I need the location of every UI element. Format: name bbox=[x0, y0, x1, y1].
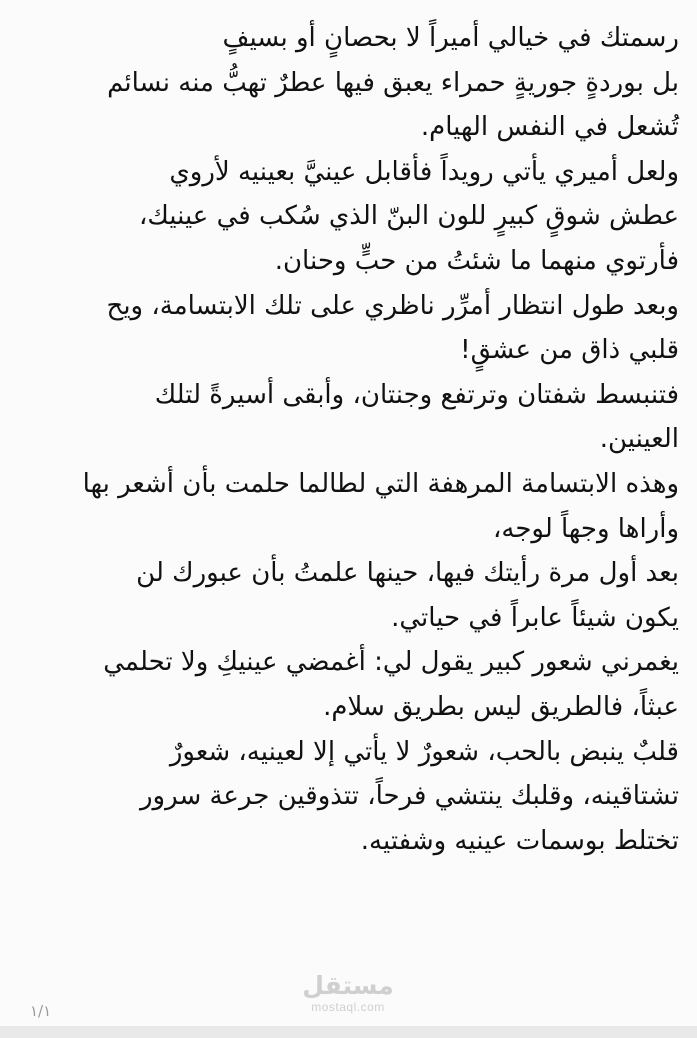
text-line: تُشعل في النفس الهيام. bbox=[420, 112, 679, 143]
text-line: فتنبسط شفتان وترتفع وجنتان، وأبقى أسيرةً لتلك bbox=[154, 379, 679, 410]
text-line: تشتاقينه، وقلبك ينتشي فرحاً، تتذوقين جرعة سرور bbox=[139, 781, 679, 812]
text-line: وبعد طول انتظار أمرِّر ناظري على تلك الابتسامة، ويح bbox=[106, 290, 679, 321]
text-line: قلبٌ ينبض بالحب، شعورٌ لا يأتي إلا لعينيه، شعورٌ bbox=[169, 736, 679, 767]
page-number: ١/١ bbox=[30, 1002, 52, 1020]
watermark-url: mostaql.com bbox=[311, 1000, 385, 1014]
text-line: تختلط بوسمات عينيه وشفتيه. bbox=[360, 825, 679, 856]
text-line: فأرتوي منهما ما شئتُ من حبٍّ وحنان. bbox=[274, 245, 679, 276]
text-line: العينين. bbox=[599, 424, 679, 455]
page-bottom-edge bbox=[0, 1026, 697, 1038]
text-line: بعد أول مرة رأيتك فيها، حينها علمتُ بأن عبورك لن bbox=[136, 558, 679, 589]
body-text bbox=[28, 16, 679, 863]
text-line: وأراها وجهاً لوجه، bbox=[492, 513, 679, 544]
text-line: وهذه الابتسامة المرهفة التي لطالما حلمت بأن أشعر بها bbox=[82, 468, 679, 499]
text-line: بل بوردةٍ جوريةٍ حمراء يعبق فيها عطرٌ تهبُّ منه نسائم bbox=[107, 67, 679, 98]
text-line: رسمتك في خيالي أميراً لا بحصانٍ أو بسيفٍ bbox=[222, 23, 679, 53]
text-line: عبثاً، فالطريق ليس بطريق سلام. bbox=[323, 691, 679, 722]
text-line: عطش شوقٍ كبيرٍ للون البنّ الذي سُكب في عينيك، bbox=[138, 201, 679, 232]
mostaql-watermark bbox=[300, 972, 396, 1014]
text-line: يكون شيئاً عابراً في حياتي. bbox=[391, 602, 679, 633]
text-line: ولعل أميري يأتي رويداً فأقابل عينيَّ بعينيه لأروي bbox=[169, 156, 679, 187]
text-line: يغمرني شعور كبير يقول لي: أغمضي عينيكِ ولا تحلمي bbox=[103, 647, 679, 678]
text-line: قلبي ذاق من عشقٍ! bbox=[460, 335, 679, 366]
watermark-logo: مستقل bbox=[302, 971, 394, 1000]
